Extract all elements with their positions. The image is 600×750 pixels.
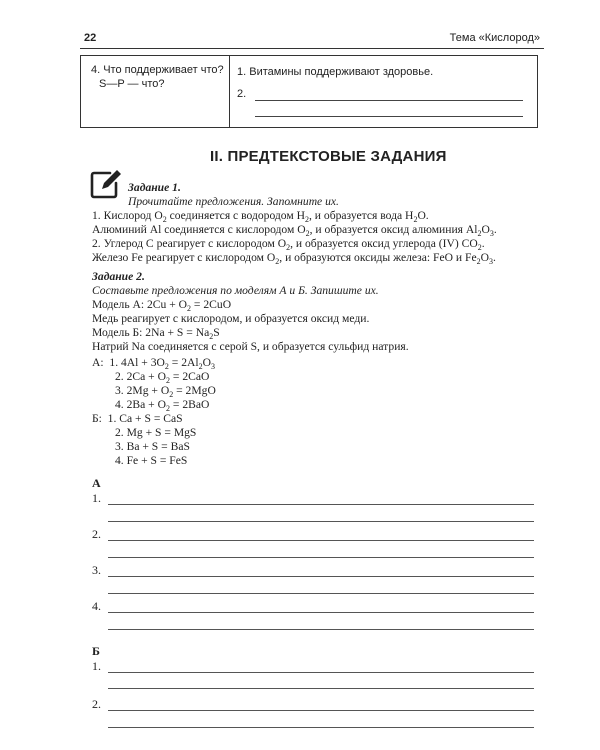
answer-cell <box>229 56 537 127</box>
equation-a1: А: 1. $4Al + 3O_2 = 2Al_2O_3$ <box>92 356 215 371</box>
task2-title: Задание 2. <box>92 270 145 283</box>
writing-label-a: А <box>92 476 101 490</box>
writing-line[interactable] <box>108 688 534 689</box>
equation-b4: 4. Fe + S = FeS <box>115 454 188 467</box>
writing-num-a1: 1. <box>92 491 101 505</box>
model-b-sentence: Натрий Na соединяется с серой S, и образуется сульфид натрия. <box>92 340 409 353</box>
question-cell <box>81 56 230 127</box>
model-a: Модель А: $2Cu + O_2 = 2CuO$ <box>92 298 232 313</box>
writing-line[interactable] <box>108 593 534 594</box>
writing-num-a4: 4. <box>92 599 101 613</box>
writing-line[interactable] <box>108 576 534 577</box>
writing-line[interactable] <box>108 727 534 728</box>
model-b: Модель Б: $2Na + S = Na_2S$ <box>92 326 220 341</box>
task1-sentence-2: Алюминий Al соединяется с кислородом $O_2$, и образуется оксид алюминия $Al_2O_3$. <box>92 223 497 238</box>
page-number: 22 <box>84 32 97 44</box>
section-title: II. ПРЕДТЕКСТОВЫЕ ЗАДАНИЯ <box>210 148 447 165</box>
question-line-2: S—P — что? <box>99 78 165 90</box>
question-line-1: 4. Что поддерживает что? <box>91 64 224 76</box>
task1-sentence-1: 1. Кислород $O_2$ соединяется с водородом $H_2$, и образуется вода $H_2O$. <box>92 209 429 224</box>
task1-sentence-3: 2. Углерод C реагирует с кислородом $O_2$, и образуется оксид углерода (IV) $CO_2$. <box>92 237 485 252</box>
top-table <box>80 55 538 128</box>
writing-num-b1: 1. <box>92 659 101 673</box>
equation-a3: 3. $2Mg + O_2 = 2MgO$ <box>115 384 216 399</box>
writing-line[interactable] <box>108 612 534 613</box>
writing-line[interactable] <box>108 672 534 673</box>
writing-num-a3: 3. <box>92 563 101 577</box>
writing-line[interactable] <box>108 629 534 630</box>
task1-instruction: Прочитайте предложения. Запомните их. <box>128 195 339 208</box>
writing-line[interactable] <box>108 540 534 541</box>
header-rule <box>80 48 544 49</box>
equation-a2: 2. $2Ca + O_2 = 2CaO$ <box>115 370 210 385</box>
task2-instruction: Составьте предложения по моделям А и Б. Запишите их. <box>92 284 379 297</box>
answer-line[interactable] <box>255 100 523 101</box>
writing-num-a2: 2. <box>92 527 101 541</box>
equation-b2: 2. Mg + S = MgS <box>115 426 197 439</box>
equation-a4: 4. $2Ba + O_2 = 2BaO$ <box>115 398 210 413</box>
task1-sentence-4: Железо Fe реагирует с кислородом $O_2$, и образуются оксиды железа: FeO и $Fe_2O_3$. <box>92 251 496 266</box>
equation-b1: Б: 1. Ca + S = CaS <box>92 412 183 425</box>
model-a-sentence: Медь реагирует с кислородом, и образуется оксид меди. <box>92 312 370 325</box>
equation-b3: 3. Ba + S = BaS <box>115 440 190 453</box>
task1-title: Задание 1. <box>128 181 181 194</box>
writing-line[interactable] <box>108 710 534 711</box>
pencil-edit-icon <box>88 167 122 201</box>
topic-header: Тема «Кислород» <box>449 32 540 44</box>
writing-num-b2: 2. <box>92 697 101 711</box>
writing-line[interactable] <box>108 504 534 505</box>
answer-1: 1. Витамины поддерживают здоровье. <box>237 66 434 78</box>
answer-line[interactable] <box>255 116 523 117</box>
writing-label-b: Б <box>92 644 100 658</box>
writing-line[interactable] <box>108 557 534 558</box>
answer-2-number: 2. <box>237 88 247 100</box>
writing-line[interactable] <box>108 521 534 522</box>
